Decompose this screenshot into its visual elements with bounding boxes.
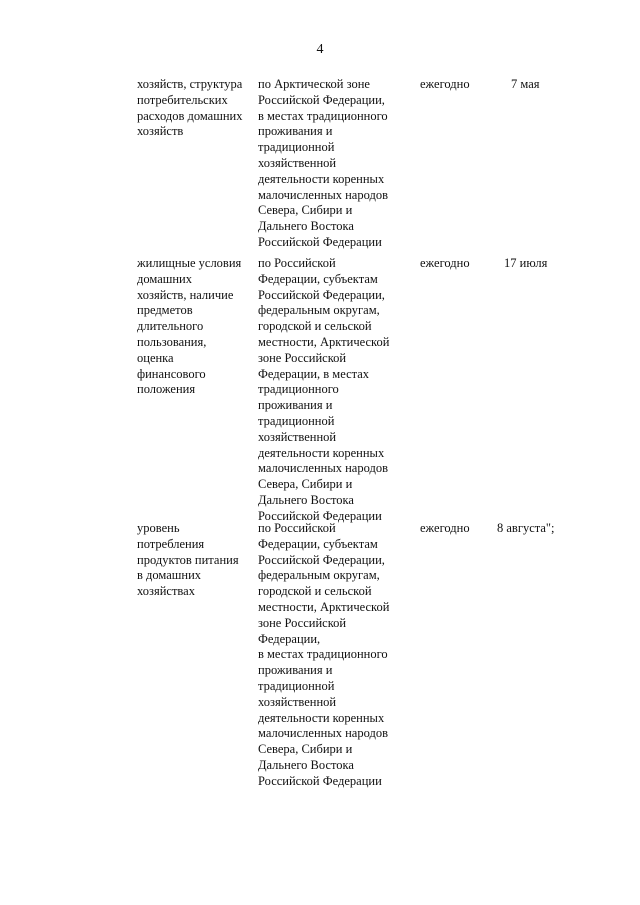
- page-number: 4: [316, 42, 324, 57]
- indicator-cell: хозяйств, структура потребительских расходов домашних хозяйств: [137, 77, 243, 139]
- level-cell: по Российской Федерации, субъектам Российской Федерации, федеральным округам, городской и сельской местности, Арктической зоне Российской Федерации, в местах традиционного проживания и традиционной хозяйственной деятельности коренных малочисленных народов Севера, Сибири и Дальнего Востока Российской Федерации: [258, 521, 390, 788]
- date-cell: 8 августа";: [497, 521, 555, 535]
- indicator-cell: жилищные условия домашних хозяйств, наличие предметов длительного пользования, оценка финансового положения: [137, 256, 242, 397]
- date-cell: 7 мая: [511, 77, 540, 91]
- level-cell: по Российской Федерации, субъектам Российской Федерации, федеральным округам, городской и сельской местности, Арктической зоне Российской Федерации, в местах традиционного проживания и традиционной хозяйственной деятельности коренных малочисленных народов Севера, Сибири и Дальнего Востока Российской Федерации: [258, 256, 390, 523]
- periodicity-cell: ежегодно: [420, 77, 470, 91]
- periodicity-cell: ежегодно: [420, 521, 470, 535]
- level-cell: по Арктической зоне Российской Федерации, в местах традиционного проживания и традиционной хозяйственной деятельности коренных малочисленных народов Севера, Сибири и Дальнего Востока Российской Федерации: [258, 77, 388, 249]
- date-cell: 17 июля: [504, 256, 548, 270]
- periodicity-cell: ежегодно: [420, 256, 470, 270]
- indicator-cell: уровень потребления продуктов питания в домашних хозяйствах: [137, 521, 239, 599]
